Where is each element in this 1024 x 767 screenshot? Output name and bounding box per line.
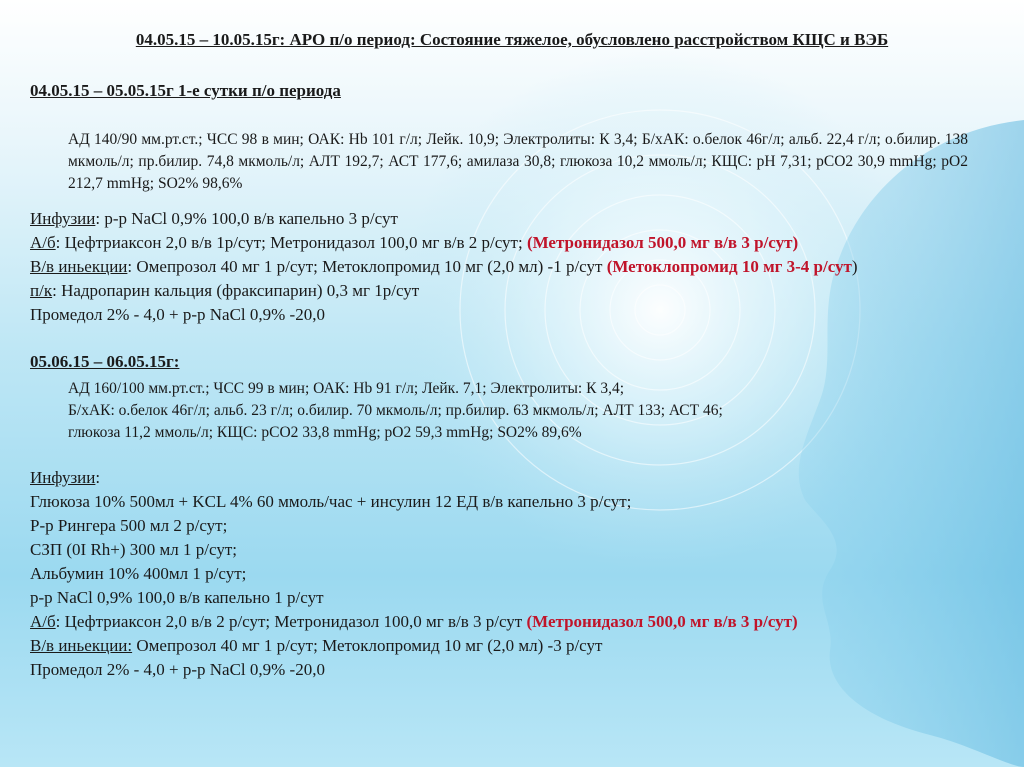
- period2-promedol-line: Промедол 2% - 4,0 + р-р NaCl 0,9% -20,0: [30, 660, 325, 679]
- infusion-label: Инфузии: [30, 209, 96, 228]
- period2-vitals-2: Б/хАК: о.белок 46г/л; альб. 23 г/л; о.билир. 70 мкмоль/л; пр.билир. 63 мкмоль/л; АЛТ 133; АСТ 46;: [68, 402, 723, 419]
- antibiotics-label: А/б: [30, 612, 56, 631]
- period1-infusion-line: [30, 207, 398, 230]
- infusion-colon: :: [95, 468, 101, 487]
- period1-injections-line: [30, 255, 858, 278]
- page-title: 04.05.15 – 10.05.15г: АРО п/о период: Состояние тяжелое, обусловлено расстройством КЩС и ВЭБ: [135, 30, 889, 49]
- injections-label: В/в иньекции:: [30, 636, 133, 655]
- period2-infusion-item: Глюкоза 10% 500мл + KCL 4% 60 ммоль/час + инсулин 12 ЕД в/в капельно 3 р/сут;: [30, 492, 632, 511]
- injections-close: ): [851, 257, 858, 276]
- injections-label: В/в иньекции: [30, 257, 128, 276]
- period2-infusion-heading: [30, 466, 100, 489]
- injections-text: Омепрозол 40 мг 1 р/сут; Метоклопромид 10 мг (2,0 мл) -3 р/сут: [132, 636, 603, 655]
- period2-antibiotics-line: [30, 610, 798, 633]
- infusion-label: Инфузии: [30, 468, 96, 487]
- antibiotics-text: : Цефтриаксон 2,0 в/в 1р/сут; Метронидазол 100,0 мг в/в 2 р/сут;: [55, 233, 523, 252]
- period1-promedol-line: Промедол 2% - 4,0 + р-р NaCl 0,9% -20,0: [30, 305, 325, 324]
- period2-vitals-1: АД 160/100 мм.рт.ст.; ЧСС 99 в мин; ОАК: Hb 91 г/л; Лейк. 7,1; Электролиты: К 3,4;: [68, 380, 625, 397]
- subcutaneous-label: п/к: [30, 281, 53, 300]
- period1-antibiotics-line: [30, 231, 798, 254]
- injections-recommendation: (Метоклопромид 10 мг 3-4 р/сут: [606, 257, 852, 276]
- antibiotics-label: А/б: [30, 233, 56, 252]
- period1-subcutaneous-line: [30, 279, 419, 302]
- period2-injections-line: [30, 634, 602, 657]
- period2-vitals-3: глюкоза 11,2 ммоль/л; КЩС: рСО2 33,8 mmHg; рО2 59,3 mmHg; SO2% 89,6%: [68, 424, 582, 441]
- antibiotics-recommendation: (Метронидазол 500,0 мг в/в 3 р/сут): [526, 233, 799, 252]
- infusion-text: : р-р NaCl 0,9% 100,0 в/в капельно 3 р/сут: [95, 209, 398, 228]
- period2-infusion-item: р-р NaCl 0,9% 100,0 в/в капельно 1 р/сут: [30, 588, 324, 607]
- injections-text: : Омепрозол 40 мг 1 р/сут; Метоклопромид 10 мг (2,0 мл) -1 р/сут: [127, 257, 603, 276]
- antibiotics-recommendation: (Метронидазол 500,0 мг в/в 3 р/сут): [526, 612, 798, 631]
- period2-heading: 05.06.15 – 06.05.15г:: [30, 352, 180, 371]
- period1-vitals: АД 140/90 мм.рт.ст.; ЧСС 98 в мин; ОАК: Hb 101 г/л; Лейк. 10,9; Электролиты: К 3,4; Б/хАК: о.белок 46г/л; альб. 22,4 г/л; о.билир. 138 мкмоль/л; пр.билир. 74,8 мкмоль/л; АЛТ 192,7; АСТ 177,6; амилаза 30,8; глюкоза 10,2 ммоль/л; КЩС: рН 7,31; рСО2 30,9 mmHg; рО2 212,7 mmHg; SO2% 98,6%: [68, 131, 968, 192]
- period1-heading: 04.05.15 – 05.05.15г 1-е сутки п/о периода: [30, 81, 341, 100]
- subcutaneous-text: : Надропарин кальция (фраксипарин) 0,3 мг 1р/сут: [52, 281, 420, 300]
- antibiotics-text: : Цефтриаксон 2,0 в/в 2 р/сут; Метронидазол 100,0 мг в/в 3 р/сут: [55, 612, 523, 631]
- period2-infusion-item: Альбумин 10% 400мл 1 р/сут;: [30, 564, 247, 583]
- period2-infusion-item: Р-р Рингера 500 мл 2 р/сут;: [30, 516, 228, 535]
- period2-infusion-item: СЗП (0I Rh+) 300 мл 1 р/сут;: [30, 540, 237, 559]
